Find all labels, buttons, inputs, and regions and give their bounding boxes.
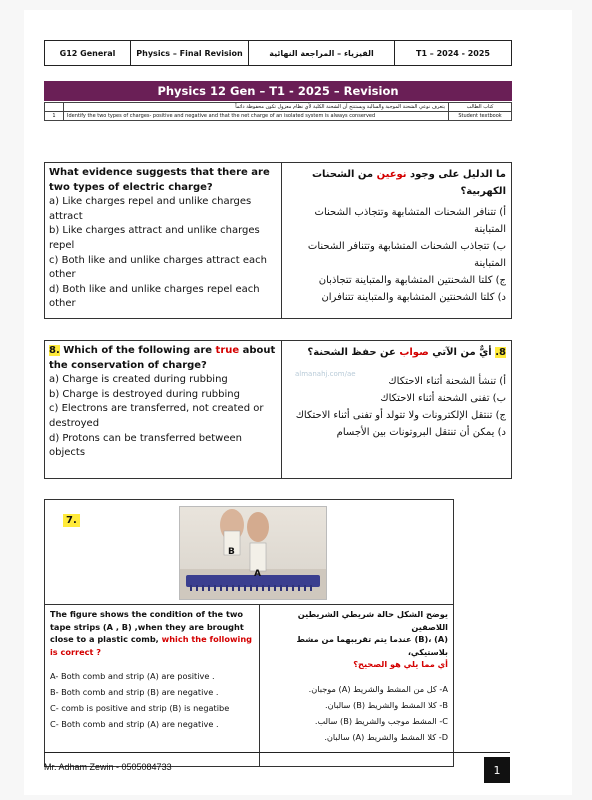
footer-divider (44, 752, 510, 753)
tape-comb-illustration (180, 507, 326, 599)
option-ar-d[interactable]: د) كلتا الشحنتين المتشابهة والمتباينة تتنافران (321, 292, 506, 303)
highlight-phrase: which the following is correct ? (50, 634, 253, 657)
highlight-word: نوعين (376, 169, 407, 180)
outcome-row-ar (45, 103, 511, 112)
outcome-source: Student textbook (458, 113, 502, 119)
question-ar (282, 163, 511, 318)
option-ar-c[interactable]: ج) كلتا الشحنتين المتشابهة والمتباينة تتجاذبان (318, 275, 506, 286)
watermark: almanahj.com/ae (295, 370, 356, 378)
outcome-table (44, 102, 512, 121)
option-b[interactable]: B- Both comb and strip (B) are negative . (50, 687, 219, 697)
question-ar (282, 341, 511, 478)
grade-cell: G12 General (45, 41, 131, 65)
book-label-ar: كتاب الطالب (466, 104, 494, 110)
option-d[interactable]: C- Both comb and strip (A) are negative . (50, 719, 219, 729)
options-ar (265, 681, 448, 745)
option-c[interactable]: C- comb is positive and strip (B) is negatibe (50, 703, 230, 713)
question-ar (260, 605, 453, 767)
highlight-word: صواب (399, 347, 429, 358)
question-7 (44, 499, 454, 767)
option-ar-c[interactable]: ج) تنتقل الإلكترونات ولا تتولد أو تفنى أثناء الاحتكاك (295, 410, 506, 421)
option-a[interactable]: a) Charge is created during rubbing (49, 374, 228, 386)
tape-label-b: B (228, 547, 235, 557)
option-ar-a[interactable]: أ) تتنافر الشحنات المتشابهة وتتجاذب الشحنات المتباينة (314, 207, 506, 235)
highlight-phrase-ar: أي مما يلي هو الصحيح؟ (353, 659, 448, 669)
outcome-row-en (45, 112, 511, 120)
option-a[interactable]: a) Like charges repel and unlike charges attract (49, 196, 252, 222)
page-title: Physics 12 Gen – T1 - 2025 – Revision (44, 81, 512, 101)
option-a[interactable]: A- Both comb and strip (A) are positive . (50, 671, 215, 681)
header-table (44, 40, 512, 66)
question-two-types (44, 162, 512, 319)
option-ar-d[interactable]: د) يمكن أن تنتقل البروتونات بين الأجسام (336, 427, 506, 438)
outcome-number: 1 (45, 112, 64, 120)
question-en (45, 605, 260, 767)
tape-label-a: A (254, 569, 261, 579)
option-ar-a[interactable]: أ) تنشأ الشحنة أثناء الاحتكاك (388, 376, 506, 387)
question-text-ar: يوضح الشكل حالة شريطي الشريطين اللاصقين (A) ،(B) عندما يتم تقريبهما من مشط بلاستيكي، أي مما يلي هو الصحيح؟ (265, 608, 448, 671)
highlight-word: true (215, 345, 240, 356)
question-text: What evidence suggests that there are two types of electric charge? (49, 167, 270, 193)
option-ar-b[interactable]: B- كلا المشط والشريط (B) سالبان. (324, 699, 448, 710)
outcome-ar: يتعرف نوعي الشحنة الموجبة والسالبة ويستنتج أن الشحنة الكلية لأي نظام معزول تكون محفوظة دائماً (64, 103, 449, 111)
subject-cell: Physics – Final Revision (131, 41, 249, 65)
option-ar-b[interactable]: ب) تتجاذب الشحنات المتشابهة وتتنافر الشحنات المتباينة (307, 241, 506, 269)
outcome-en: Identify the two types of charges- positive and negative and that the net charge of an isolated system is always conserved (64, 112, 449, 120)
page-number: 1 (484, 757, 510, 783)
question-8 (44, 340, 512, 479)
question-en (45, 163, 282, 318)
question-number-ar: 8. (495, 347, 506, 358)
option-ar-b[interactable]: ب) تفنى الشحنة أثناء الاحتكاك (380, 393, 506, 404)
question-text: 8. Which of the following are true about the conservation of charge? (49, 345, 276, 371)
question-en (45, 341, 282, 478)
options-en (50, 668, 254, 732)
option-d[interactable]: d) Protons can be transferred between objects (49, 432, 243, 459)
tape-comb-photo (179, 506, 327, 600)
question-text-ar: 8. أيٌّ من الآتي صواب عن حفظ الشحنة؟ (307, 347, 506, 358)
question-text: The figure shows the condition of the two tape strips (A , B) ,when they are brought close to a plastic comb, which the following is correct ? (50, 609, 253, 657)
question-number: 7. (63, 514, 80, 527)
term-cell: T1 – 2024 - 2025 (415, 48, 490, 58)
question-number: 8. (49, 345, 60, 356)
option-ar-d[interactable]: D- كلا المشط والشريط (A) سالبان. (324, 731, 448, 742)
question-7-body (45, 604, 453, 767)
option-b[interactable]: b) Like charges attract and unlike charges repel (49, 225, 260, 251)
option-b[interactable]: b) Charge is destroyed during rubbing (49, 388, 240, 400)
option-d[interactable]: d) Both like and unlike charges repel each other (49, 283, 260, 310)
question-text-ar: ما الدليل على وجود نوعين من الشحنات الكهربية؟ (312, 169, 506, 197)
subject-ar-cell: الفيزياء – المراجعة النهائية (249, 41, 395, 65)
option-c[interactable]: c) Electrons are transferred, not created or destroyed (49, 403, 264, 429)
footer-author: Mr. Adham Zewin - 0505084733 (44, 762, 172, 772)
option-ar-a[interactable]: A- كل من المشط والشريط (A) موجبان. (308, 683, 448, 694)
option-ar-c[interactable]: C- المشط موجب والشريط (B) سالب. (314, 715, 448, 726)
option-c[interactable]: c) Both like and unlike charges attract each other (49, 254, 268, 281)
